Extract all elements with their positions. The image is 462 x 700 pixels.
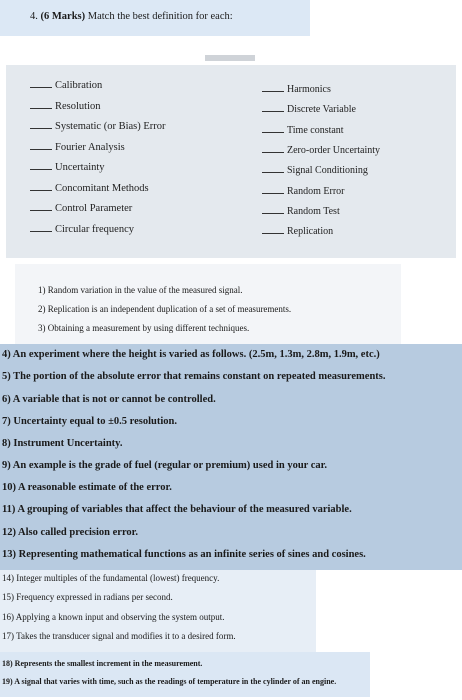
answer-blank[interactable]: [30, 149, 52, 150]
definition-item: 19) A signal that varies with time, such as the readings of temperature in the cylinder of an engine.: [2, 677, 337, 686]
definition-item: 3) Obtaining a measurement by using different techniques.: [38, 323, 250, 333]
right-term: [262, 206, 340, 217]
right-term-label: Signal Conditioning: [287, 165, 368, 177]
right-term-label: Discrete Variable: [287, 104, 356, 116]
right-term-label: Time constant: [287, 124, 344, 136]
left-term-label: Resolution: [55, 100, 101, 112]
answer-blank[interactable]: [262, 132, 284, 133]
right-term: [262, 165, 368, 176]
definition-item: 17) Takes the transducer signal and modifies it to a desired form.: [2, 631, 236, 641]
right-term: [262, 186, 345, 197]
definition-item: 8) Instrument Uncertainty.: [2, 438, 123, 449]
definition-item: 16) Applying a known input and observing the system output.: [2, 612, 225, 622]
definition-item: 5) The portion of the absolute error that remains constant on repeated measurements.: [2, 371, 386, 382]
definition-item: 12) Also called precision error.: [2, 527, 139, 538]
right-term-label: Random Test: [287, 205, 340, 217]
answer-blank[interactable]: [262, 152, 284, 153]
definition-item: 10) A reasonable estimate of the error.: [2, 482, 172, 493]
answer-blank[interactable]: [262, 193, 284, 194]
left-term: [30, 224, 134, 235]
definition-item: 7) Uncertainty equal to ±0.5 resolution.: [2, 416, 178, 427]
question-marks: (6 Marks): [40, 11, 86, 22]
right-term: [262, 104, 356, 115]
answer-blank[interactable]: [30, 108, 52, 109]
left-term-label: Control Parameter: [55, 203, 133, 214]
left-term-label: Circular frequency: [55, 223, 135, 235]
right-term: [262, 84, 331, 95]
left-term: [30, 142, 125, 153]
left-term: [30, 80, 102, 91]
left-term: [30, 101, 101, 112]
definition-item: 1) Random variation in the value of the measured signal.: [38, 285, 243, 295]
answer-blank[interactable]: [262, 172, 284, 173]
answer-blank[interactable]: [262, 91, 284, 92]
right-term: [262, 125, 344, 136]
question-number: 4.: [30, 11, 38, 22]
definition-item: 2) Replication is an independent duplication of a set of measurements.: [38, 304, 292, 314]
left-term-label: Calibration: [55, 80, 103, 91]
right-term: [262, 145, 380, 156]
left-term-label: Systematic (or Bias) Error: [55, 121, 166, 132]
answer-blank[interactable]: [30, 231, 52, 232]
left-term-label: Concomitant Methods: [55, 182, 149, 194]
answer-blank[interactable]: [30, 210, 52, 211]
definition-item: 14) Integer multiples of the fundamental (lowest) frequency.: [2, 573, 220, 583]
answer-blank[interactable]: [30, 190, 52, 191]
right-term-label: Zero-order Uncertainty: [287, 144, 381, 156]
question-header: [0, 0, 310, 36]
answer-blank[interactable]: [30, 87, 52, 88]
right-term-label: Harmonics: [287, 84, 331, 95]
definition-item: 6) A variable that is not or cannot be controlled.: [2, 394, 216, 405]
definition-item: 4) An experiment where the height is varied as follows. (2.5m, 1.3m, 2.8m, 1.9m, etc.): [2, 349, 380, 360]
definition-item: 18) Represents the smallest increment in the measurement.: [2, 659, 203, 668]
definition-item: 15) Frequency expressed in radians per second.: [2, 592, 173, 602]
left-term-label: Uncertainty: [55, 162, 105, 173]
answer-blank[interactable]: [30, 169, 52, 170]
definition-item: 13) Representing mathematical functions as an infinite series of sines and cosines.: [2, 549, 366, 560]
left-term: [30, 121, 166, 132]
right-term-label: Random Error: [287, 185, 345, 197]
right-term: [262, 226, 333, 237]
cropped-text-fragment: [205, 55, 255, 61]
question-title: [30, 11, 233, 22]
definition-item: 9) An example is the grade of fuel (regular or premium) used in your car.: [2, 460, 328, 471]
left-term: [30, 162, 105, 173]
answer-blank[interactable]: [262, 213, 284, 214]
right-term-label: Replication: [287, 226, 334, 238]
answer-blank[interactable]: [262, 111, 284, 112]
left-term: [30, 203, 132, 214]
left-term-label: Fourier Analysis: [55, 141, 125, 153]
definition-item: 11) A grouping of variables that affect the behaviour of the measured variable.: [2, 504, 352, 515]
left-term: [30, 183, 149, 194]
answer-blank[interactable]: [30, 128, 52, 129]
question-instruction: Match the best definition for each:: [87, 11, 233, 22]
answer-blank[interactable]: [262, 233, 284, 234]
